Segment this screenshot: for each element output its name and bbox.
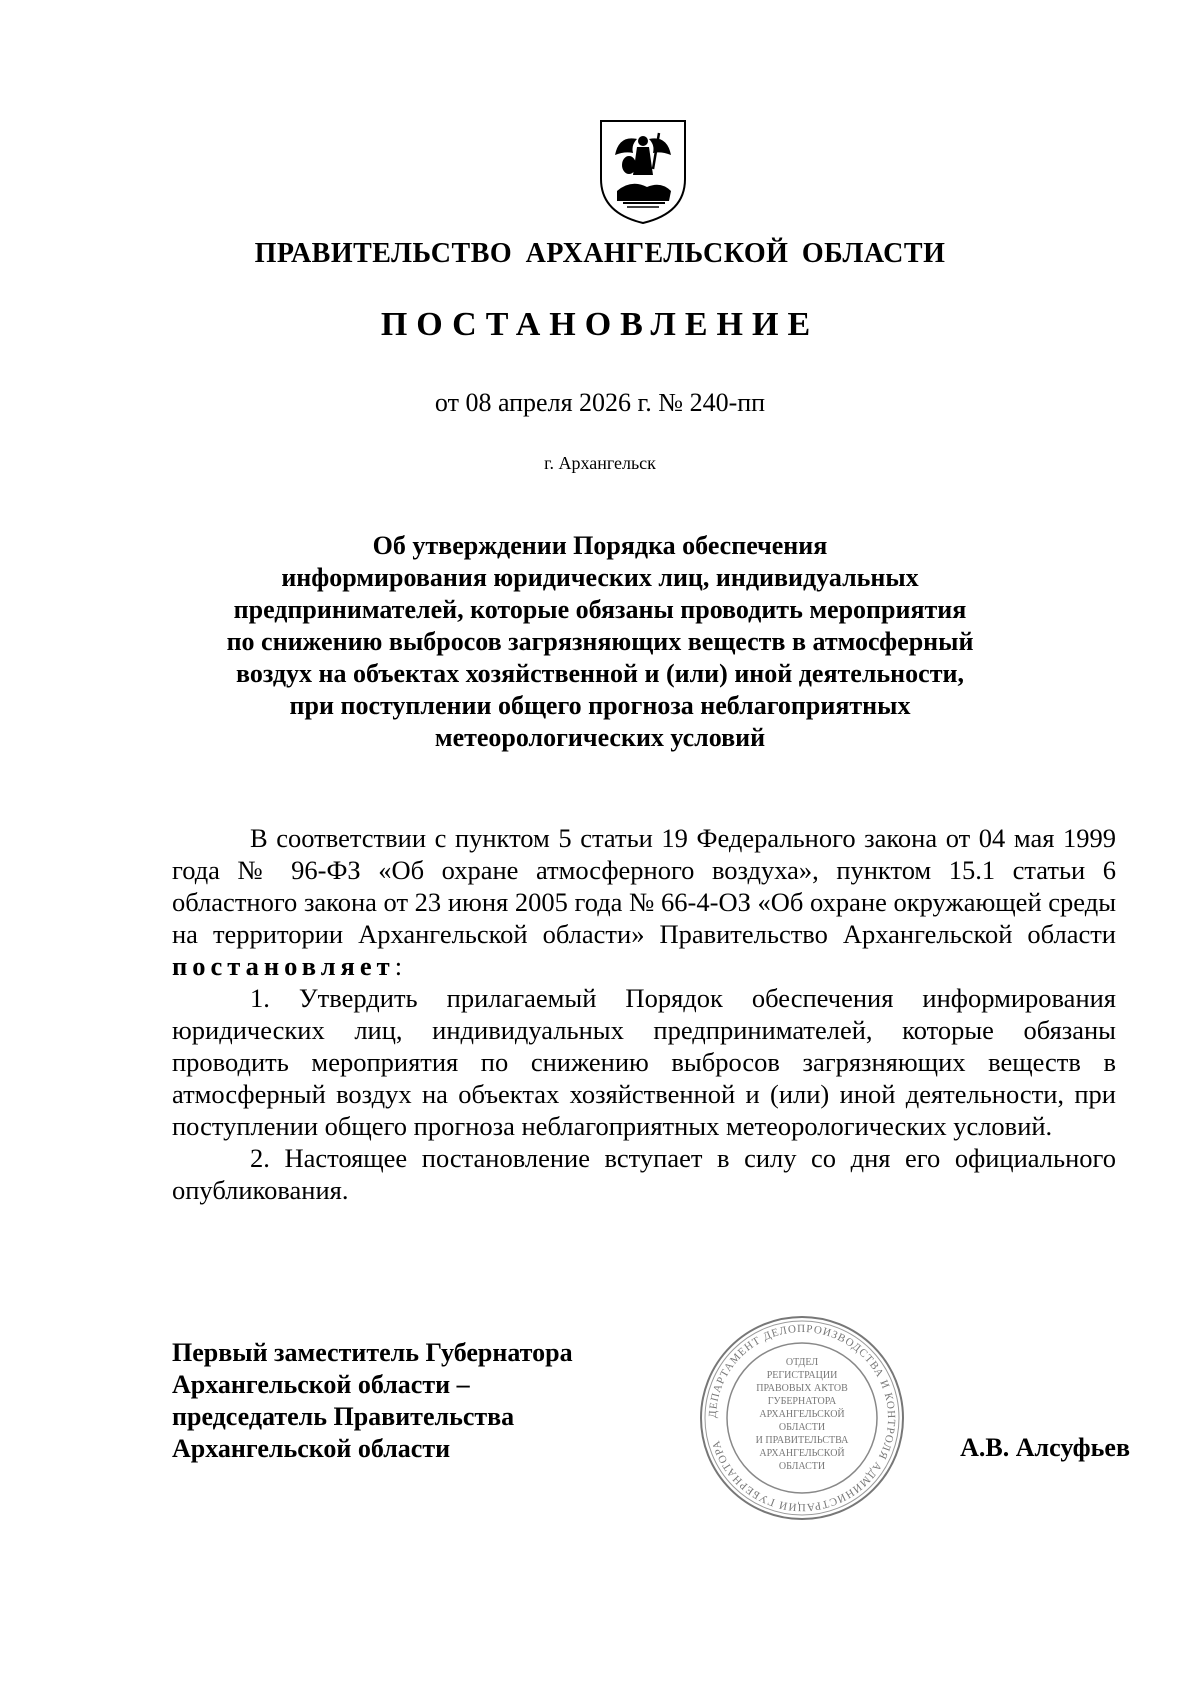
preamble-paragraph: [172, 822, 1116, 982]
item-1: 1. Утвердить прилагаемый Порядок обеспечения информирования юридических лиц, индивидуальных предпринимателей, которые обязаны проводить мероприятия по снижению выбросов загрязняющих веществ в атмосферный воздух на объектах хозяйственной и (или) иной деятельности, при поступлении общего прогноза неблагоприятных метеорологических условий.: [172, 983, 1116, 1141]
seal-inner-line: АРХАНГЕЛЬСКОЙ: [759, 1409, 845, 1420]
seal-inner-line: ГУБЕРНАТОРА: [767, 1396, 837, 1407]
preamble-text: В соответствии с пунктом 5 статьи 19 Федерального закона от 04 мая 1999 года № 96-ФЗ «Об охране атмосферного воздуха», пунктом 15.1 статьи 6 областного закона от 23 июня 2005 года № 66-4-ОЗ «Об охране окружающей среды на территории Архангельской области» Правительство Архангельской области: [172, 823, 1116, 949]
heading-line: Об утверждении Порядка обеспечения: [372, 531, 828, 560]
heading-line: по снижению выбросов загрязняющих веществ в атмосферный: [226, 627, 974, 656]
signatory-position: [172, 1337, 652, 1465]
decrees-colon: :: [394, 951, 403, 981]
seal-inner-line: И ПРАВИТЕЛЬСТВА: [755, 1435, 849, 1446]
seal-inner-line: РЕГИСТРАЦИИ: [766, 1370, 838, 1381]
heading-line: информирования юридических лиц, индивидуальных: [281, 563, 919, 592]
coat-of-arms-icon: [597, 117, 689, 227]
city: г. Архангельск: [544, 453, 656, 473]
decrees-word: постановляет: [172, 951, 395, 981]
seal-inner-line: ОБЛАСТИ: [778, 1461, 826, 1472]
heading-line: при поступлении общего прогноза неблагоприятных: [289, 691, 911, 720]
item-2: 2. Настоящее постановление вступает в силу со дня его официального опубликования.: [172, 1143, 1116, 1205]
document-body: [172, 822, 1116, 1206]
document-heading: [170, 530, 1030, 754]
heading-line: воздух на объектах хозяйственной и (или) иной деятельности,: [236, 659, 964, 688]
date-and-number: от 08 апреля 2026 г. № 240-пп: [434, 388, 766, 417]
heading-line: метеорологических условий: [434, 723, 766, 752]
seal-inner-line: ОБЛАСТИ: [778, 1422, 826, 1433]
heading-line: предпринимателей, которые обязаны проводить мероприятия: [233, 595, 967, 624]
seal-inner-line: ПРАВОВЫХ АКТОВ: [756, 1383, 848, 1394]
seal-inner-line: АРХАНГЕЛЬСКОЙ: [759, 1448, 845, 1459]
seal-outer-text: ДЕПАРТАМЕНТ ДЕЛОПРОИЗВОДСТВА И КОНТРОЛЯ АДМИНИСТРАЦИИ ГУБЕРНАТОРА: [706, 1322, 898, 1514]
signatory-position-line: Архангельской области –: [172, 1370, 470, 1399]
seal-inner-line: ОТДЕЛ: [785, 1357, 819, 1368]
signatory-name: А.В. Алсуфьев: [960, 1433, 1130, 1462]
signatory-position-line: председатель Правительства: [172, 1402, 515, 1431]
signatory-position-line: Первый заместитель Губернатора: [172, 1338, 573, 1367]
signatory-position-line: Архангельской области: [172, 1434, 451, 1463]
document-type: ПОСТАНОВЛЕНИЕ: [380, 306, 820, 343]
official-stamp-icon: [697, 1313, 907, 1523]
government-name: ПРАВИТЕЛЬСТВО АРХАНГЕЛЬСКОЙ ОБЛАСТИ: [254, 238, 946, 269]
